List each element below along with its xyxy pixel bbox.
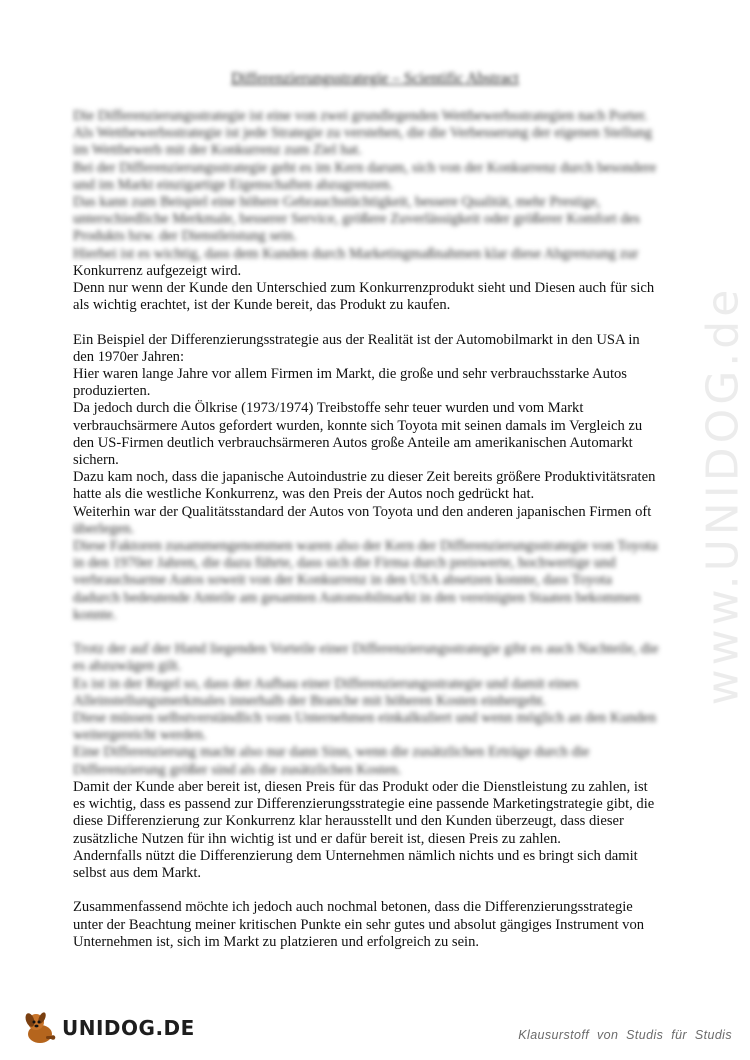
paragraph: [73, 899, 683, 951]
document-body: [73, 108, 683, 968]
text-line: zusätzliche Nutzen für ihn wichtig ist und er dafür bereit ist, diesen Preis zu zahlen.: [73, 830, 561, 847]
blurred-text-line: und im Markt einzigartige Eigenschaften abzugrenzen.: [73, 176, 394, 193]
text-line: Zusammenfassend möchte ich jedoch auch nochmal betonen, dass die Differenzierungsstrategie: [73, 899, 633, 916]
blurred-text-line: unterschiedliche Merkmale, besserer Service, größere Zuverlässigkeit oder größerer Komfort des: [73, 211, 640, 228]
watermark: www.UNIDOG.de: [697, 285, 749, 706]
text-line: unter der Beachtung meiner kritischen Punkte ein sehr gutes und absolut gängiges Instrument von: [73, 916, 645, 933]
document-title: Differenzierungsstrategie – Scientific Abstract: [231, 70, 519, 87]
text-line: selbst aus dem Markt.: [73, 864, 202, 881]
blurred-text-line: dadurch bedeutende Anteile am gesamten Automobilmarkt in den vereinigten Staaten bekommen: [73, 589, 641, 606]
paragraph: [73, 641, 683, 882]
blurred-text-line: Alleinstellungsmerkmales innerhalb der Branche mit höheren Kosten einhergeht.: [73, 692, 547, 709]
text-line: Ein Beispiel der Differenzierungsstrategie aus der Realität ist der Automobilmarkt in den USA in: [73, 331, 640, 348]
blurred-text-line: Trotz der auf der Hand liegenden Vorteile einer Differenzierungsstrategie gibt es auch Nachteile, die: [73, 641, 659, 658]
text-line: produzierten.: [73, 383, 151, 400]
paragraph: [73, 332, 683, 624]
blurred-text-line: Es ist in der Regel so, dass der Aufbau einer Differenzierungsstrategie und damit eines: [73, 675, 579, 692]
blurred-text-line: Eine Differenzierung macht also nur dann Sinn, wenn die zusätzlichen Erträge durch die: [73, 744, 590, 761]
text-line: Denn nur wenn der Kunde den Unterschied zum Konkurrenzprodukt sieht und Diesen auch für sich: [73, 280, 655, 297]
text-line: sichern.: [73, 452, 119, 469]
blurred-text-line: Hierbei ist es wichtig, dass dem Kunden durch Marketingmaßnahmen klar diese Abgrenzung zur: [73, 245, 639, 262]
logo-text: UNIDOG.DE: [62, 1016, 195, 1040]
text-line: Hier waren lange Jahre vor allem Firmen im Markt, die große und sehr verbrauchsstarke Autos: [73, 366, 627, 383]
text-line: als wichtig erachtet, ist der Kunde bereit, das Produkt zu kaufen.: [73, 297, 451, 314]
text-line: Konkurrenz aufgezeigt wird.: [73, 262, 242, 279]
text-line: verbrauchsärmere Autos gefordert wurden, konnte sich Toyota mit seinen damals im Vergleich zu: [73, 417, 643, 434]
paragraph: [73, 108, 683, 314]
blurred-text-line: Die Differenzierungsstrategie ist eine von zwei grundlegenden Wettbewerbsstrategien nach Porter.: [73, 108, 648, 124]
blurred-text-line: weitergereicht werden.: [73, 727, 207, 744]
text-line: Andernfalls nützt die Differenzierung dem Unternehmen nämlich nichts und es bringt sich damit: [73, 847, 638, 864]
blurred-text-line: Diese müssen selbstverständlich vom Unternehmen einkalkuliert und wenn möglich an den Kunden: [73, 710, 657, 727]
blurred-text-line: Produkts bzw. der Dienstleistung sein.: [73, 228, 297, 245]
footer-slogan: Klausurstoff von Studis für Studis: [518, 1028, 732, 1042]
blurred-text-line: verbrauchsarme Autos soweit von der Konkurrenz in den USA absetzen konnte, dass Toyota: [73, 572, 612, 589]
text-line: Weiterhin war der Qualitätsstandard der Autos von Toyota und den anderen japanischen Firmen oft: [73, 503, 652, 520]
text-line: diese Differenzierung zur Konkurrenz klar herausstellt und den Kunden überzeugt, dass dieser: [73, 813, 624, 830]
blurred-text-line: in den 1970er Jahren, die dazu führte, dass sich die Firma durch preiswerte, hochwertige und: [73, 555, 616, 572]
text-line: Damit der Kunde aber bereit ist, diesen Preis für das Produkt oder die Dienstleistung zu zahlen, ist: [73, 778, 648, 795]
text-line: Dazu kam noch, dass die japanische Autoindustrie zu dieser Zeit bereits größere Produktivitätsraten: [73, 469, 656, 486]
blurred-text-line: es abzuwägen gilt.: [73, 658, 182, 675]
unidog-logo[interactable]: [22, 1010, 202, 1046]
text-line: den 1970er Jahren:: [73, 348, 185, 365]
blurred-text-line: überlegen.: [73, 520, 135, 537]
blurred-text-line: im Wettbewerb mit der Konkurrenz zum Ziel hat.: [73, 142, 362, 159]
blurred-text-line: konnte.: [73, 606, 117, 623]
blurred-text-line: Das kann zum Beispiel eine höhere Gebrauchstüchtigkeit, bessere Qualität, mehr Prestige,: [73, 194, 601, 211]
blurred-text-line: Diese Faktoren zusammengenommen waren also der Kern der Differenzierungsstrategie von Toyota: [73, 538, 658, 555]
blurred-text-line: Differenzierung größer sind als die zusätzlichen Kosten.: [73, 761, 402, 778]
dog-icon: [22, 1010, 60, 1046]
blurred-text-line: Als Wettbewerbsstrategie ist jede Strategie zu verstehen, die die Verbesserung der eigenen Stellung: [73, 125, 653, 142]
text-line: hatte als die westliche Konkurrenz, was den Preis der Autos noch gedrückt hat.: [73, 486, 535, 503]
blurred-text-line: Bei der Differenzierungsstrategie geht es im Kern darum, sich von der Konkurrenz durch besondere: [73, 159, 657, 176]
text-line: es wichtig, dass es passend zur Differenzierungsstrategie eine passende Marketingstrategie gibt, die: [73, 796, 655, 813]
text-line: Da jedoch durch die Ölkrise (1973/1974) Treibstoffe sehr teuer wurden und vom Markt: [73, 400, 584, 417]
text-line: Unternehmen ist, sich im Markt zu platzieren und erfolgreich zu sein.: [73, 933, 480, 950]
text-line: den US-Firmen deutlich verbrauchsärmeren Autos große Anteile am amerikanischen Automarkt: [73, 434, 633, 451]
